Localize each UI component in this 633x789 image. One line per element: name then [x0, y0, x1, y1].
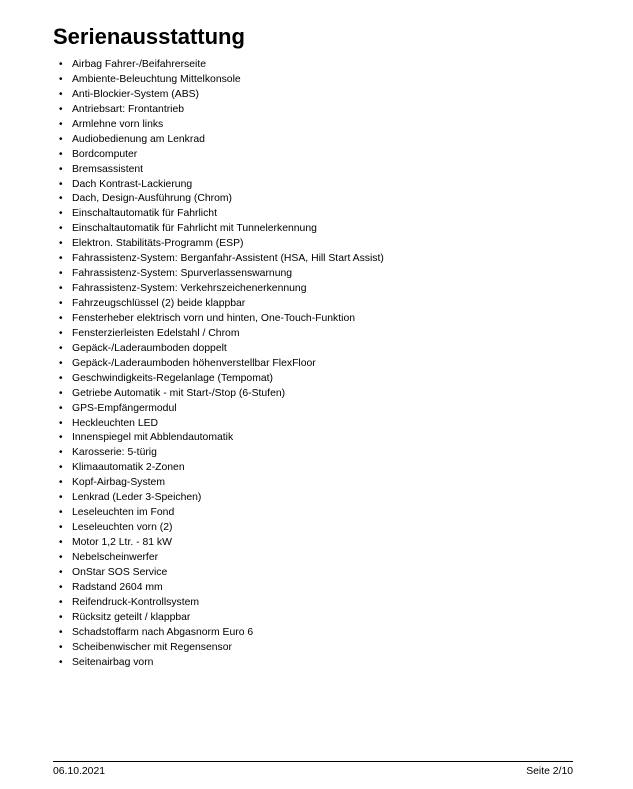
- list-item-label: Fensterheber elektrisch vorn und hinten, One-Touch-Funktion: [72, 312, 356, 324]
- list-item: [58, 581, 384, 596]
- list-item-label: Fensterzierleisten Edelstahl / Chrom: [72, 327, 240, 339]
- bullet-icon: •: [59, 342, 63, 354]
- list-item-label: Motor 1,2 Ltr. - 81 kW: [72, 537, 172, 548]
- list-item-label: Scheibenwischer mit Regensensor: [72, 641, 232, 653]
- list-item-label: Klimaautomatik 2-Zonen: [72, 462, 185, 474]
- list-item: [58, 551, 384, 566]
- list-item-label: Fahrassistenz-System: Verkehrszeichenerkennung: [72, 283, 307, 295]
- list-item: [58, 192, 384, 207]
- list-item-label: Lenkrad (Leder 3-Speichen): [72, 492, 202, 504]
- bullet-icon: •: [59, 387, 63, 399]
- list-item-label: Fahrassistenz-System: Berganfahr-Assistent (HSA, Hill Start Assist): [72, 253, 384, 265]
- bullet-icon: •: [59, 327, 63, 339]
- list-item: [58, 327, 384, 342]
- list-item: [58, 133, 384, 148]
- list-item: [58, 58, 384, 73]
- list-item: [58, 73, 384, 88]
- bullet-icon: •: [59, 402, 63, 414]
- bullet-icon: •: [59, 611, 63, 623]
- list-item: [58, 297, 384, 312]
- list-item: [58, 446, 384, 461]
- page-title: Serienausstattung: [53, 24, 245, 49]
- bullet-icon: •: [59, 626, 63, 638]
- list-item: [58, 103, 384, 118]
- list-item-label: Rücksitz geteilt / klappbar: [72, 611, 191, 623]
- bullet-icon: •: [59, 432, 63, 444]
- list-item-label: Nebelscheinwerfer: [72, 551, 159, 563]
- list-item: [58, 163, 384, 178]
- list-item: [58, 402, 384, 417]
- list-item-label: Audiobedienung am Lenkrad: [72, 133, 205, 145]
- list-item-label: Schadstoffarm nach Abgasnorm Euro 6: [72, 626, 254, 638]
- list-item: [58, 431, 384, 446]
- bullet-icon: •: [59, 223, 63, 235]
- list-item: [58, 237, 384, 252]
- bullet-icon: •: [59, 298, 63, 309]
- list-item-label: Gepäck-/Laderaumboden doppelt: [72, 342, 227, 354]
- bullet-icon: •: [59, 462, 63, 474]
- bullet-icon: •: [59, 641, 63, 653]
- list-item: [58, 372, 384, 387]
- list-item: [58, 178, 384, 193]
- list-item: [58, 461, 384, 476]
- bullet-icon: •: [59, 178, 63, 190]
- list-item: [58, 118, 384, 133]
- bullet-icon: •: [59, 283, 63, 295]
- list-item-label: Geschwindigkeits-Regelanlage (Tempomat): [72, 372, 273, 384]
- bullet-icon: •: [59, 357, 63, 369]
- bullet-icon: •: [59, 581, 63, 593]
- bullet-icon: •: [59, 551, 63, 563]
- list-item: [58, 536, 384, 551]
- list-item-label: Leseleuchten im Fond: [72, 507, 175, 519]
- bullet-icon: •: [59, 566, 63, 578]
- list-item: [58, 491, 384, 506]
- bullet-icon: •: [59, 193, 63, 205]
- list-item: [58, 566, 384, 581]
- list-item: [58, 148, 384, 163]
- list-item: [58, 626, 384, 641]
- list-item-label: Armlehne vorn links: [72, 118, 164, 130]
- footer-divider: [53, 761, 573, 762]
- list-item: [58, 656, 384, 671]
- bullet-icon: •: [59, 238, 63, 250]
- bullet-icon: •: [59, 118, 63, 130]
- list-item: [58, 312, 384, 327]
- list-item-label: Einschaltautomatik für Fahrlicht: [72, 208, 217, 220]
- bullet-icon: •: [59, 522, 63, 534]
- list-item: [58, 476, 384, 491]
- bullet-icon: •: [59, 73, 63, 85]
- list-item: [58, 282, 384, 297]
- list-item-label: Fahrassistenz-System: Spurverlassenswarnung: [72, 268, 293, 280]
- list-item-label: Innenspiegel mit Abblendautomatik: [72, 432, 234, 444]
- bullet-icon: •: [59, 133, 63, 145]
- footer-date: 06.10.2021: [53, 766, 106, 777]
- list-item: [58, 357, 384, 372]
- list-item: [58, 88, 384, 103]
- bullet-icon: •: [59, 417, 63, 429]
- list-item-label: GPS-Empfängermodul: [72, 402, 177, 414]
- bullet-icon: •: [59, 163, 63, 175]
- list-item-label: Antriebsart: Frontantrieb: [72, 103, 185, 115]
- list-item-label: Anti-Blockier-System (ABS): [72, 88, 200, 100]
- list-item-label: Bremsassistent: [72, 163, 144, 175]
- bullet-icon: •: [59, 88, 63, 100]
- list-item-label: Radstand 2604 mm: [72, 581, 163, 593]
- list-item-label: Getriebe Automatik - mit Start-/Stop (6-Stufen): [72, 387, 286, 399]
- list-item-label: Einschaltautomatik für Fahrlicht mit Tunnelerkennung: [72, 223, 317, 235]
- list-item-label: Ambiente-Beleuchtung Mittelkonsole: [72, 73, 241, 85]
- list-item-label: Kopf-Airbag-System: [72, 477, 165, 489]
- bullet-icon: •: [59, 492, 63, 504]
- list-item-label: Karosserie: 5-türig: [72, 447, 157, 459]
- bullet-icon: •: [59, 477, 63, 489]
- list-item-label: Leseleuchten vorn (2): [72, 522, 173, 534]
- list-item: [58, 387, 384, 402]
- list-item-label: OnStar SOS Service: [72, 566, 168, 578]
- list-item-label: Heckleuchten LED: [72, 417, 159, 429]
- bullet-icon: •: [59, 372, 63, 384]
- bullet-icon: •: [59, 268, 63, 280]
- list-item-label: Fahrzeugschlüssel (2) beide klappbar: [72, 298, 246, 309]
- list-item: [58, 611, 384, 626]
- list-item: [58, 222, 384, 237]
- bullet-icon: •: [59, 507, 63, 519]
- bullet-icon: •: [59, 148, 63, 160]
- list-item: [58, 267, 384, 282]
- bullet-icon: •: [59, 103, 63, 115]
- list-item-label: Seitenairbag vorn: [72, 656, 154, 668]
- list-item-label: Elektron. Stabilitäts-Programm (ESP): [72, 238, 244, 250]
- list-item-label: Airbag Fahrer-/Beifahrerseite: [72, 59, 206, 70]
- list-item-label: Reifendruck-Kontrollsystem: [72, 596, 200, 608]
- list-item: [58, 207, 384, 222]
- bullet-icon: •: [59, 537, 63, 548]
- list-item-label: Gepäck-/Laderaumboden höhenverstellbar FlexFloor: [72, 357, 316, 369]
- list-item: [58, 641, 384, 656]
- bullet-icon: •: [59, 312, 63, 324]
- list-item: [58, 417, 384, 432]
- list-item: [58, 342, 384, 357]
- equipment-list: [58, 58, 384, 670]
- bullet-icon: •: [59, 656, 63, 668]
- bullet-icon: •: [59, 208, 63, 220]
- list-item: [58, 521, 384, 536]
- list-item-label: Dach, Design-Ausführung (Chrom): [72, 193, 232, 205]
- list-item-label: Bordcomputer: [72, 148, 138, 160]
- bullet-icon: •: [59, 59, 63, 70]
- list-item: [58, 252, 384, 267]
- bullet-icon: •: [59, 447, 63, 459]
- bullet-icon: •: [59, 253, 63, 265]
- bullet-icon: •: [59, 596, 63, 608]
- list-item-label: Dach Kontrast-Lackierung: [72, 178, 193, 190]
- footer-page-number: Seite 2/10: [526, 766, 573, 777]
- list-item: [58, 506, 384, 521]
- list-item: [58, 596, 384, 611]
